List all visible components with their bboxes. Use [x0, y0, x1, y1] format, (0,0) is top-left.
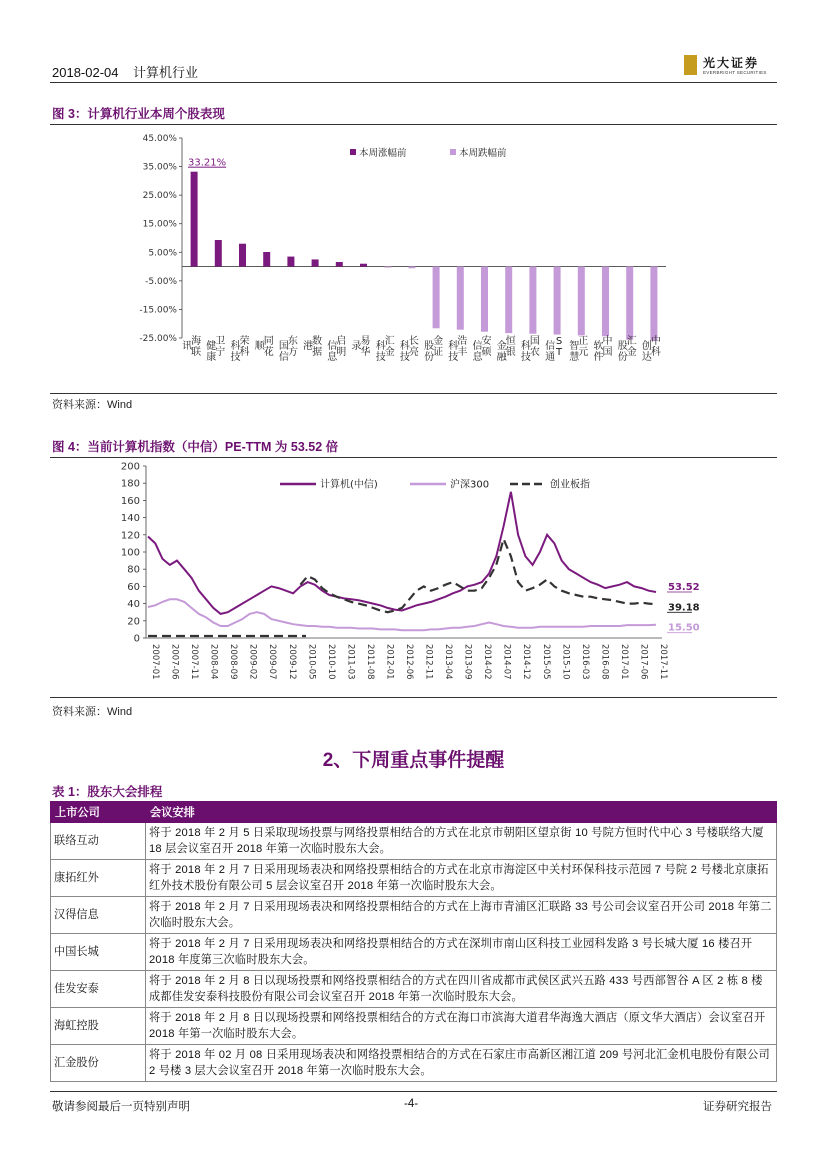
series-line: [148, 599, 656, 630]
bar: [529, 267, 536, 334]
x-tick-label: [327, 334, 346, 363]
x-tick-label: 2013-04: [443, 644, 454, 680]
company-cell: 中国长城: [51, 934, 146, 971]
svg-text:S: S: [555, 336, 563, 347]
x-tick-label: 2015-10: [560, 644, 571, 680]
svg-text:讯: 讯: [182, 341, 193, 352]
svg-text:股: 股: [424, 341, 435, 352]
svg-text:国: 国: [602, 347, 613, 358]
table1-title: 表 1：股东大会排程: [52, 785, 163, 799]
svg-text:技: 技: [399, 352, 410, 363]
x-tick-label: [206, 335, 225, 363]
svg-text:金: 金: [433, 336, 444, 347]
svg-text:亮: 亮: [408, 347, 419, 358]
svg-text:丰: 丰: [457, 347, 468, 358]
meeting-schedule-cell: 将于 2018 年 2 月 5 日采取现场投票与网络投票相结合的方式在北京市朝阳区望京街 10 号院方恒时代中心 3 号楼联络大厦 18 层会议室召开 2018 年第一次临时股东大会。: [146, 823, 777, 860]
x-tick-label: 2010-10: [325, 644, 336, 680]
svg-text:科: 科: [239, 347, 250, 358]
table-row: [51, 897, 777, 934]
figure3-bar-chart: [50, 128, 777, 390]
legend-label: 创业板指: [550, 479, 590, 491]
y-tick-label: 180: [120, 478, 140, 490]
meeting-schedule-cell: 将于 2018 年 02 月 08 日采用现场表决和网络投票相结合的方式在石家庄市高新区湘江道 209 号河北汇金机电股份有限公司 2 号楼 3 层大会议室召开 2018 年第一次临时股东大会。: [146, 1045, 777, 1082]
svg-text:长: 长: [408, 336, 419, 347]
svg-text:信: 信: [472, 341, 483, 352]
x-tick-label: [255, 335, 274, 358]
meeting-schedule-cell: 将于 2018 年 2 月 8 日以现场投票和网络投票相结合的方式在海口市滨海大道君华海逸大酒店（原文华大酒店）会议室召开 2018 年第一次临时股东大会。: [146, 1008, 777, 1045]
svg-text:53.52: 53.52: [668, 581, 700, 593]
industry-label: 计算机行业: [132, 65, 198, 80]
svg-text:信: 信: [278, 352, 289, 363]
x-tick-label: 2009-12: [286, 644, 297, 680]
svg-text:启: 启: [336, 336, 347, 347]
y-tick-label: 15.00%: [142, 219, 177, 230]
bar: [408, 267, 415, 269]
table-row: [51, 860, 777, 897]
svg-text:科: 科: [520, 341, 531, 352]
svg-text:科: 科: [230, 341, 241, 352]
svg-text:正: 正: [578, 336, 589, 347]
x-tick-label: 2007-06: [169, 644, 180, 680]
bar: [650, 267, 657, 341]
svg-text:15.50: 15.50: [668, 622, 700, 634]
x-tick-label: 2014-07: [501, 644, 512, 680]
logo-text-en: EVERBRIGHT SECURITIES: [703, 70, 767, 75]
svg-text:证: 证: [433, 347, 444, 358]
logo-text-cn: 光大证券: [703, 56, 760, 70]
company-cell: 佳发安泰: [51, 971, 146, 1008]
column-header-company: 上市公司: [51, 802, 146, 823]
svg-text:卫: 卫: [215, 336, 226, 347]
svg-text:达: 达: [641, 352, 652, 363]
svg-text:花: 花: [263, 347, 274, 358]
svg-text:银: 银: [505, 347, 516, 358]
bar: [336, 262, 343, 267]
bar: [239, 244, 246, 267]
svg-text:软: 软: [593, 341, 604, 352]
svg-text:息: 息: [327, 352, 338, 363]
bar: [505, 267, 512, 334]
svg-text:方: 方: [287, 347, 298, 358]
svg-text:联: 联: [191, 347, 202, 358]
table-row: [51, 823, 777, 860]
svg-text:份: 份: [424, 352, 435, 363]
brand-logo: [684, 55, 784, 79]
y-tick-label: 80: [127, 564, 140, 576]
y-tick-label: 40: [127, 599, 140, 611]
bar: [312, 259, 319, 266]
figure4-top-rule: [50, 457, 777, 458]
bar: [578, 267, 585, 336]
svg-text:金: 金: [384, 347, 395, 358]
x-tick-label: 2017-01: [618, 644, 629, 680]
y-tick-label: 160: [120, 495, 140, 507]
header-divider: [50, 82, 777, 83]
logo-mark-icon: [684, 55, 697, 75]
svg-text:金: 金: [496, 341, 507, 352]
figure4-bottom-rule: [50, 697, 777, 698]
svg-text:T: T: [556, 347, 563, 358]
x-tick-label: [497, 334, 516, 363]
svg-text:技: 技: [520, 352, 531, 363]
x-tick-label: [424, 334, 443, 363]
figure4-line-chart: [50, 460, 777, 692]
svg-text:件: 件: [593, 352, 604, 363]
x-tick-label: 2010-05: [306, 644, 317, 680]
x-tick-label: [618, 335, 637, 363]
svg-text:科: 科: [650, 347, 661, 358]
svg-text:息: 息: [472, 352, 483, 363]
svg-text:元: 元: [578, 347, 589, 358]
svg-text:恒: 恒: [505, 336, 516, 347]
svg-text:金: 金: [626, 347, 637, 358]
x-tick-label: [594, 334, 613, 363]
x-tick-label: 2015-05: [540, 644, 551, 680]
y-tick-label: 5.00%: [148, 248, 177, 259]
x-tick-label: 2017-11: [658, 644, 668, 680]
report-header: [52, 62, 198, 81]
svg-text:技: 技: [448, 352, 459, 363]
x-tick-label: 2007-01: [150, 644, 160, 680]
svg-text:华: 华: [360, 347, 371, 358]
meeting-schedule-cell: 将于 2018 年 2 月 8 日以现场投票和网络投票相结合的方式在四川省成都市武侯区武兴五路 433 号西部智谷 A 区 2 栋 8 楼成都佳发安泰科技股份有限公司会议室召开 2018 年第一次临时股东大会。: [146, 971, 777, 1008]
x-tick-label: 2014-02: [482, 644, 493, 680]
svg-text:技: 技: [230, 352, 241, 363]
svg-text:安: 安: [481, 336, 492, 347]
x-tick-label: [376, 335, 395, 363]
x-tick-label: 2012-01: [384, 644, 395, 680]
company-cell: 联络互动: [51, 823, 146, 860]
table-row: [51, 971, 777, 1008]
x-tick-label: [642, 334, 661, 363]
x-tick-label: 2013-09: [462, 644, 473, 680]
footer-disclaimer: 敬请参阅最后一页特别声明: [52, 1101, 190, 1113]
end-value-label: [667, 582, 700, 593]
figure3-source: 资料来源：Wind: [52, 399, 133, 411]
svg-text:国: 国: [529, 336, 540, 347]
svg-text:份: 份: [617, 352, 628, 363]
company-cell: 海虹控股: [51, 1008, 146, 1045]
y-tick-label: 200: [120, 461, 140, 473]
figure4-title: 图 4：当前计算机指数（中信）PE-TTM 为 53.52 倍: [52, 440, 339, 454]
x-tick-label: 2012-11: [423, 644, 434, 680]
x-tick-label: 2017-06: [638, 644, 649, 680]
svg-text:股: 股: [617, 341, 628, 352]
x-tick-label: [545, 336, 563, 363]
x-tick-label: [569, 335, 588, 363]
svg-text:同: 同: [263, 336, 274, 347]
x-tick-label: [448, 334, 467, 363]
svg-text:科: 科: [375, 341, 386, 352]
x-tick-label: [303, 334, 322, 358]
x-tick-label: 2011-03: [345, 644, 356, 680]
legend-swatch: [450, 149, 456, 155]
figure3-title: 图 3：计算机行业本周个股表现: [52, 107, 225, 121]
report-date: 2018-02-04: [52, 65, 119, 80]
legend-label: 计算机(中信): [320, 479, 378, 491]
bar: [360, 264, 367, 267]
x-tick-label: 2016-08: [599, 644, 610, 680]
meeting-schedule-cell: 将于 2018 年 2 月 7 日采用现场表决和网络投票相结合的方式在深圳市南山区科技工业园科发路 3 号长城大厦 16 楼召开 2018 年度第三次临时股东大会。: [146, 934, 777, 971]
svg-text:海: 海: [191, 336, 202, 347]
page-number: -4-: [404, 1098, 419, 1110]
y-tick-label: 35.00%: [142, 162, 177, 173]
svg-text:东: 东: [287, 336, 298, 347]
bar: [602, 267, 609, 337]
x-tick-label: 2016-03: [579, 644, 590, 680]
y-tick-label: -25.00%: [139, 334, 177, 344]
x-tick-label: 2009-07: [267, 644, 278, 680]
svg-text:信: 信: [327, 341, 338, 352]
svg-text:智: 智: [569, 341, 580, 352]
svg-text:信: 信: [545, 341, 556, 352]
svg-text:融: 融: [496, 352, 507, 363]
svg-text:易: 易: [360, 336, 371, 347]
bar: [191, 172, 198, 267]
svg-text:明: 明: [336, 347, 347, 358]
svg-text:慧: 慧: [569, 352, 580, 363]
svg-text:中: 中: [650, 336, 661, 347]
legend-swatch: [350, 149, 356, 155]
y-tick-label: 100: [120, 547, 140, 559]
footer-report-type: 证券研究报告: [703, 1101, 772, 1113]
svg-text:技: 技: [375, 352, 386, 363]
svg-text:农: 农: [529, 347, 540, 358]
y-tick-label: 140: [120, 513, 140, 525]
bar: [263, 252, 270, 267]
bar: [481, 267, 488, 332]
svg-text:39.18: 39.18: [668, 602, 700, 614]
x-tick-label: 2007-11: [189, 644, 200, 680]
end-value-label: [667, 623, 700, 634]
svg-text:硕: 硕: [481, 347, 492, 358]
x-tick-label: 2012-06: [404, 644, 414, 680]
y-tick-label: 45.00%: [142, 134, 177, 144]
x-tick-label: [231, 334, 250, 363]
svg-text:浩: 浩: [457, 336, 468, 347]
company-cell: 汇金股份: [51, 1045, 146, 1082]
table-row: [51, 934, 777, 971]
x-tick-label: [521, 335, 540, 363]
svg-text:据: 据: [312, 347, 323, 358]
svg-text:录: 录: [351, 341, 362, 352]
figure3-bottom-rule: [50, 393, 777, 394]
x-tick-label: 2011-08: [364, 644, 375, 680]
end-value-label: [667, 602, 700, 613]
section-title: 2、下周重点事件提醒: [322, 750, 505, 771]
svg-text:数: 数: [312, 336, 323, 347]
x-tick-label: [352, 335, 371, 358]
x-tick-label: 2009-02: [247, 644, 258, 680]
meeting-schedule-cell: 将于 2018 年 2 月 7 日采用现场表决和网络投票相结合的方式在北京市海淀区中关村环保科技示范园 7 号院 2 号楼北京康拓红外技术股份有限公司 5 层会议室召开 2018 年第一次临时股东大会。: [146, 860, 777, 897]
svg-text:顺: 顺: [254, 341, 265, 352]
svg-text:科: 科: [399, 341, 410, 352]
legend-label: 本周跌幅前: [459, 148, 507, 159]
svg-text:港: 港: [303, 341, 314, 352]
table-row: [51, 1008, 777, 1045]
svg-text:荣: 荣: [239, 336, 250, 347]
svg-text:国: 国: [278, 341, 289, 352]
company-cell: 汉得信息: [51, 897, 146, 934]
x-tick-label: 2014-12: [521, 644, 532, 680]
footer-divider: [50, 1091, 777, 1092]
svg-text:通: 通: [545, 352, 556, 363]
bar: [287, 257, 294, 267]
x-tick-label: [182, 334, 201, 358]
svg-text:康: 康: [206, 352, 217, 363]
y-tick-label: 0: [133, 633, 140, 645]
bar: [554, 267, 561, 335]
svg-text:汇: 汇: [384, 336, 395, 347]
y-tick-label: -15.00%: [139, 305, 177, 316]
bar: [384, 267, 391, 268]
meeting-schedule-cell: 将于 2018 年 2 月 7 日采用现场表决和网络投票相结合的方式在上海市青浦区汇联路 33 号公司会议室召开公司 2018 年第二次临时股东大会。: [146, 897, 777, 934]
company-cell: 康拓红外: [51, 860, 146, 897]
figure3-top-rule: [50, 124, 777, 125]
shareholder-meeting-table: [50, 801, 777, 1082]
bar: [433, 267, 440, 329]
svg-text:中: 中: [602, 336, 613, 347]
x-tick-label: [279, 334, 298, 363]
svg-text:科: 科: [448, 341, 459, 352]
y-tick-label: -5.00%: [145, 276, 177, 287]
svg-text:创: 创: [641, 341, 652, 352]
column-header-schedule: 会议安排: [146, 802, 777, 823]
top-bar-data-label: 33.21%: [188, 157, 227, 169]
svg-text:健: 健: [206, 341, 217, 352]
table-header-row: [51, 802, 777, 823]
figure4-source: 资料来源：Wind: [52, 706, 133, 718]
x-tick-label: 2008-09: [228, 644, 239, 680]
bar: [626, 267, 633, 340]
x-tick-label: [473, 334, 493, 363]
y-tick-label: 60: [127, 581, 140, 593]
table-row: [51, 1045, 777, 1082]
bar: [215, 240, 222, 267]
bar: [457, 267, 464, 330]
svg-text:宁: 宁: [215, 347, 226, 358]
series-line: [300, 539, 656, 612]
y-tick-label: 120: [120, 530, 140, 542]
y-tick-label: 25.00%: [142, 191, 177, 202]
svg-text:汇: 汇: [626, 336, 637, 347]
x-tick-label: 2008-04: [208, 644, 219, 680]
x-tick-label: [400, 335, 419, 363]
legend-label: 本周涨幅前: [359, 148, 407, 159]
legend-label: 沪深300: [450, 479, 490, 491]
y-tick-label: 20: [127, 616, 140, 628]
